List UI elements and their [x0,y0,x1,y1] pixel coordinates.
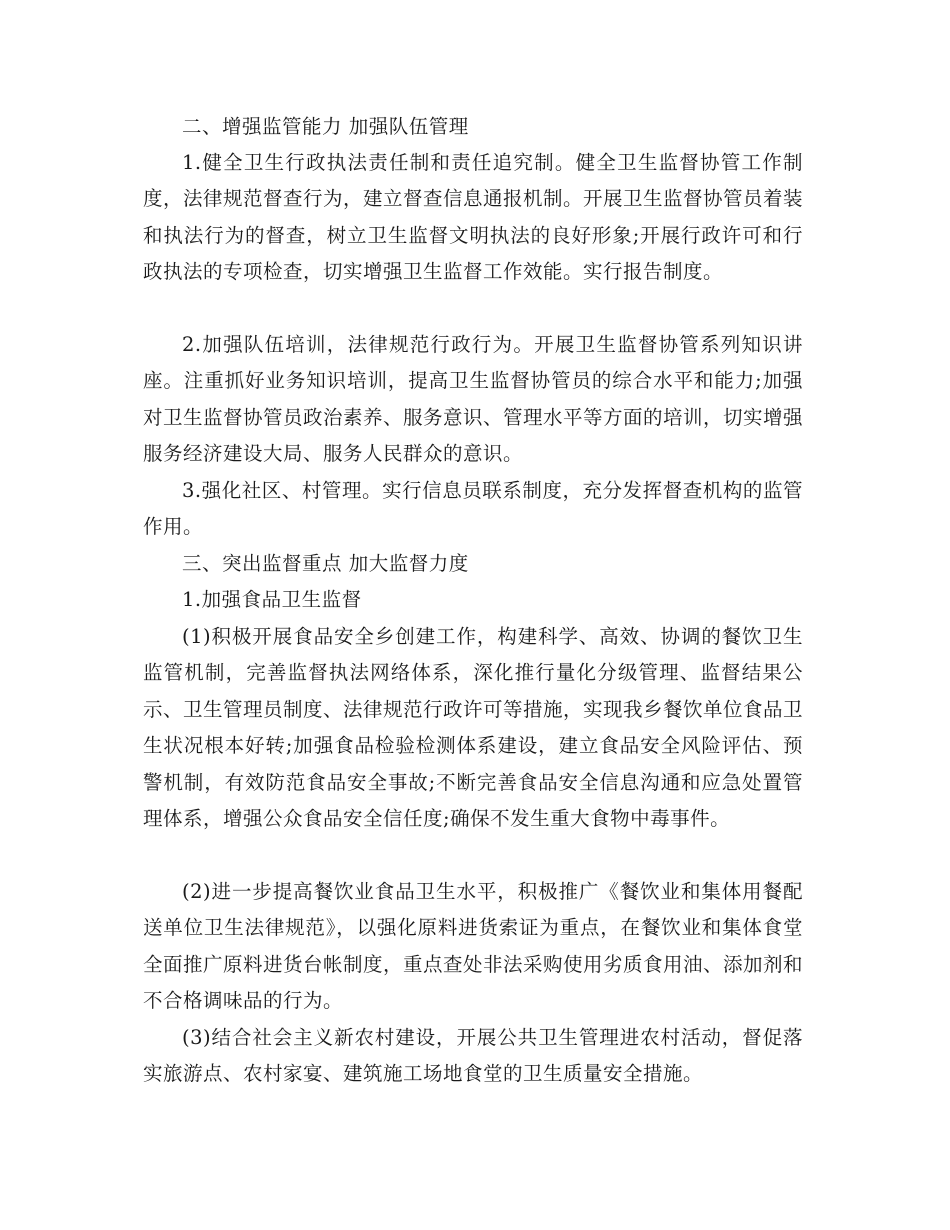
section3-paragraph-3: (3)结合社会主义新农村建设，开展公共卫生管理进农村活动，督促落实旅游点、农村家宴、建筑施工场地食堂的卫生质量安全措施。 [143,1026,803,1086]
section2-item-3: 3.强化社区、村管理。实行信息员联系制度，充分发挥督查机构的监管作用。 [143,479,803,539]
section3-paragraph-2: (2)进一步提高餐饮业食品卫生水平，积极推广《餐饮业和集体用餐配送单位卫生法律规范》，以强化原料进货索证为重点，在餐饮业和集体食堂全面推广原料进货台帐制度，重点查处非法采购使用劣质食用油、添加剂和不合格调味品的行为。 [143,880,804,1013]
section2-item-1: 1.健全卫生行政执法责任制和责任追究制。健全卫生监督协管工作制度，法律规范督查行为，建立督查信息通报机制。开展卫生监督协管员着装和执法行为的督查，树立卫生监督文明执法的良好形象;开展行政许可和行政执法的专项检查，切实增强卫生监督工作效能。实行报告制度。 [143,151,804,284]
section3-paragraph-1: (1)积极开展食品安全乡创建工作，构建科学、高效、协调的餐饮卫生监管机制，完善监督执法网络体系，深化推行量化分级管理、监督结果公示、卫生管理员制度、法律规范行政许可等措施，实现我乡餐饮单位食品卫生状况根本好转;加强食品检验检测体系建设，建立食品安全风险评估、预警机制，有效防范食品安全事故;不断完善食品安全信息沟通和应急处置管理体系，增强公众食品安全信任度;确保不发生重大食物中毒事件。 [143,625,804,831]
section-heading-3: 三、突出监督重点 加大监督力度 [182,552,469,575]
section2-item-2: 2.加强队伍培训，法律规范行政行为。开展卫生监督协管系列知识讲座。注重抓好业务知识培训，提高卫生监督协管员的综合水平和能力;加强对卫生监督协管员政治素养、服务意识、管理水平等方面的培训，切实增强服务经济建设大局、服务人民群众的意识。 [143,333,804,466]
section-heading-2: 二、增强监管能力 加强队伍管理 [182,115,469,138]
section3-subheading-1: 1.加强食品卫生监督 [182,588,362,611]
